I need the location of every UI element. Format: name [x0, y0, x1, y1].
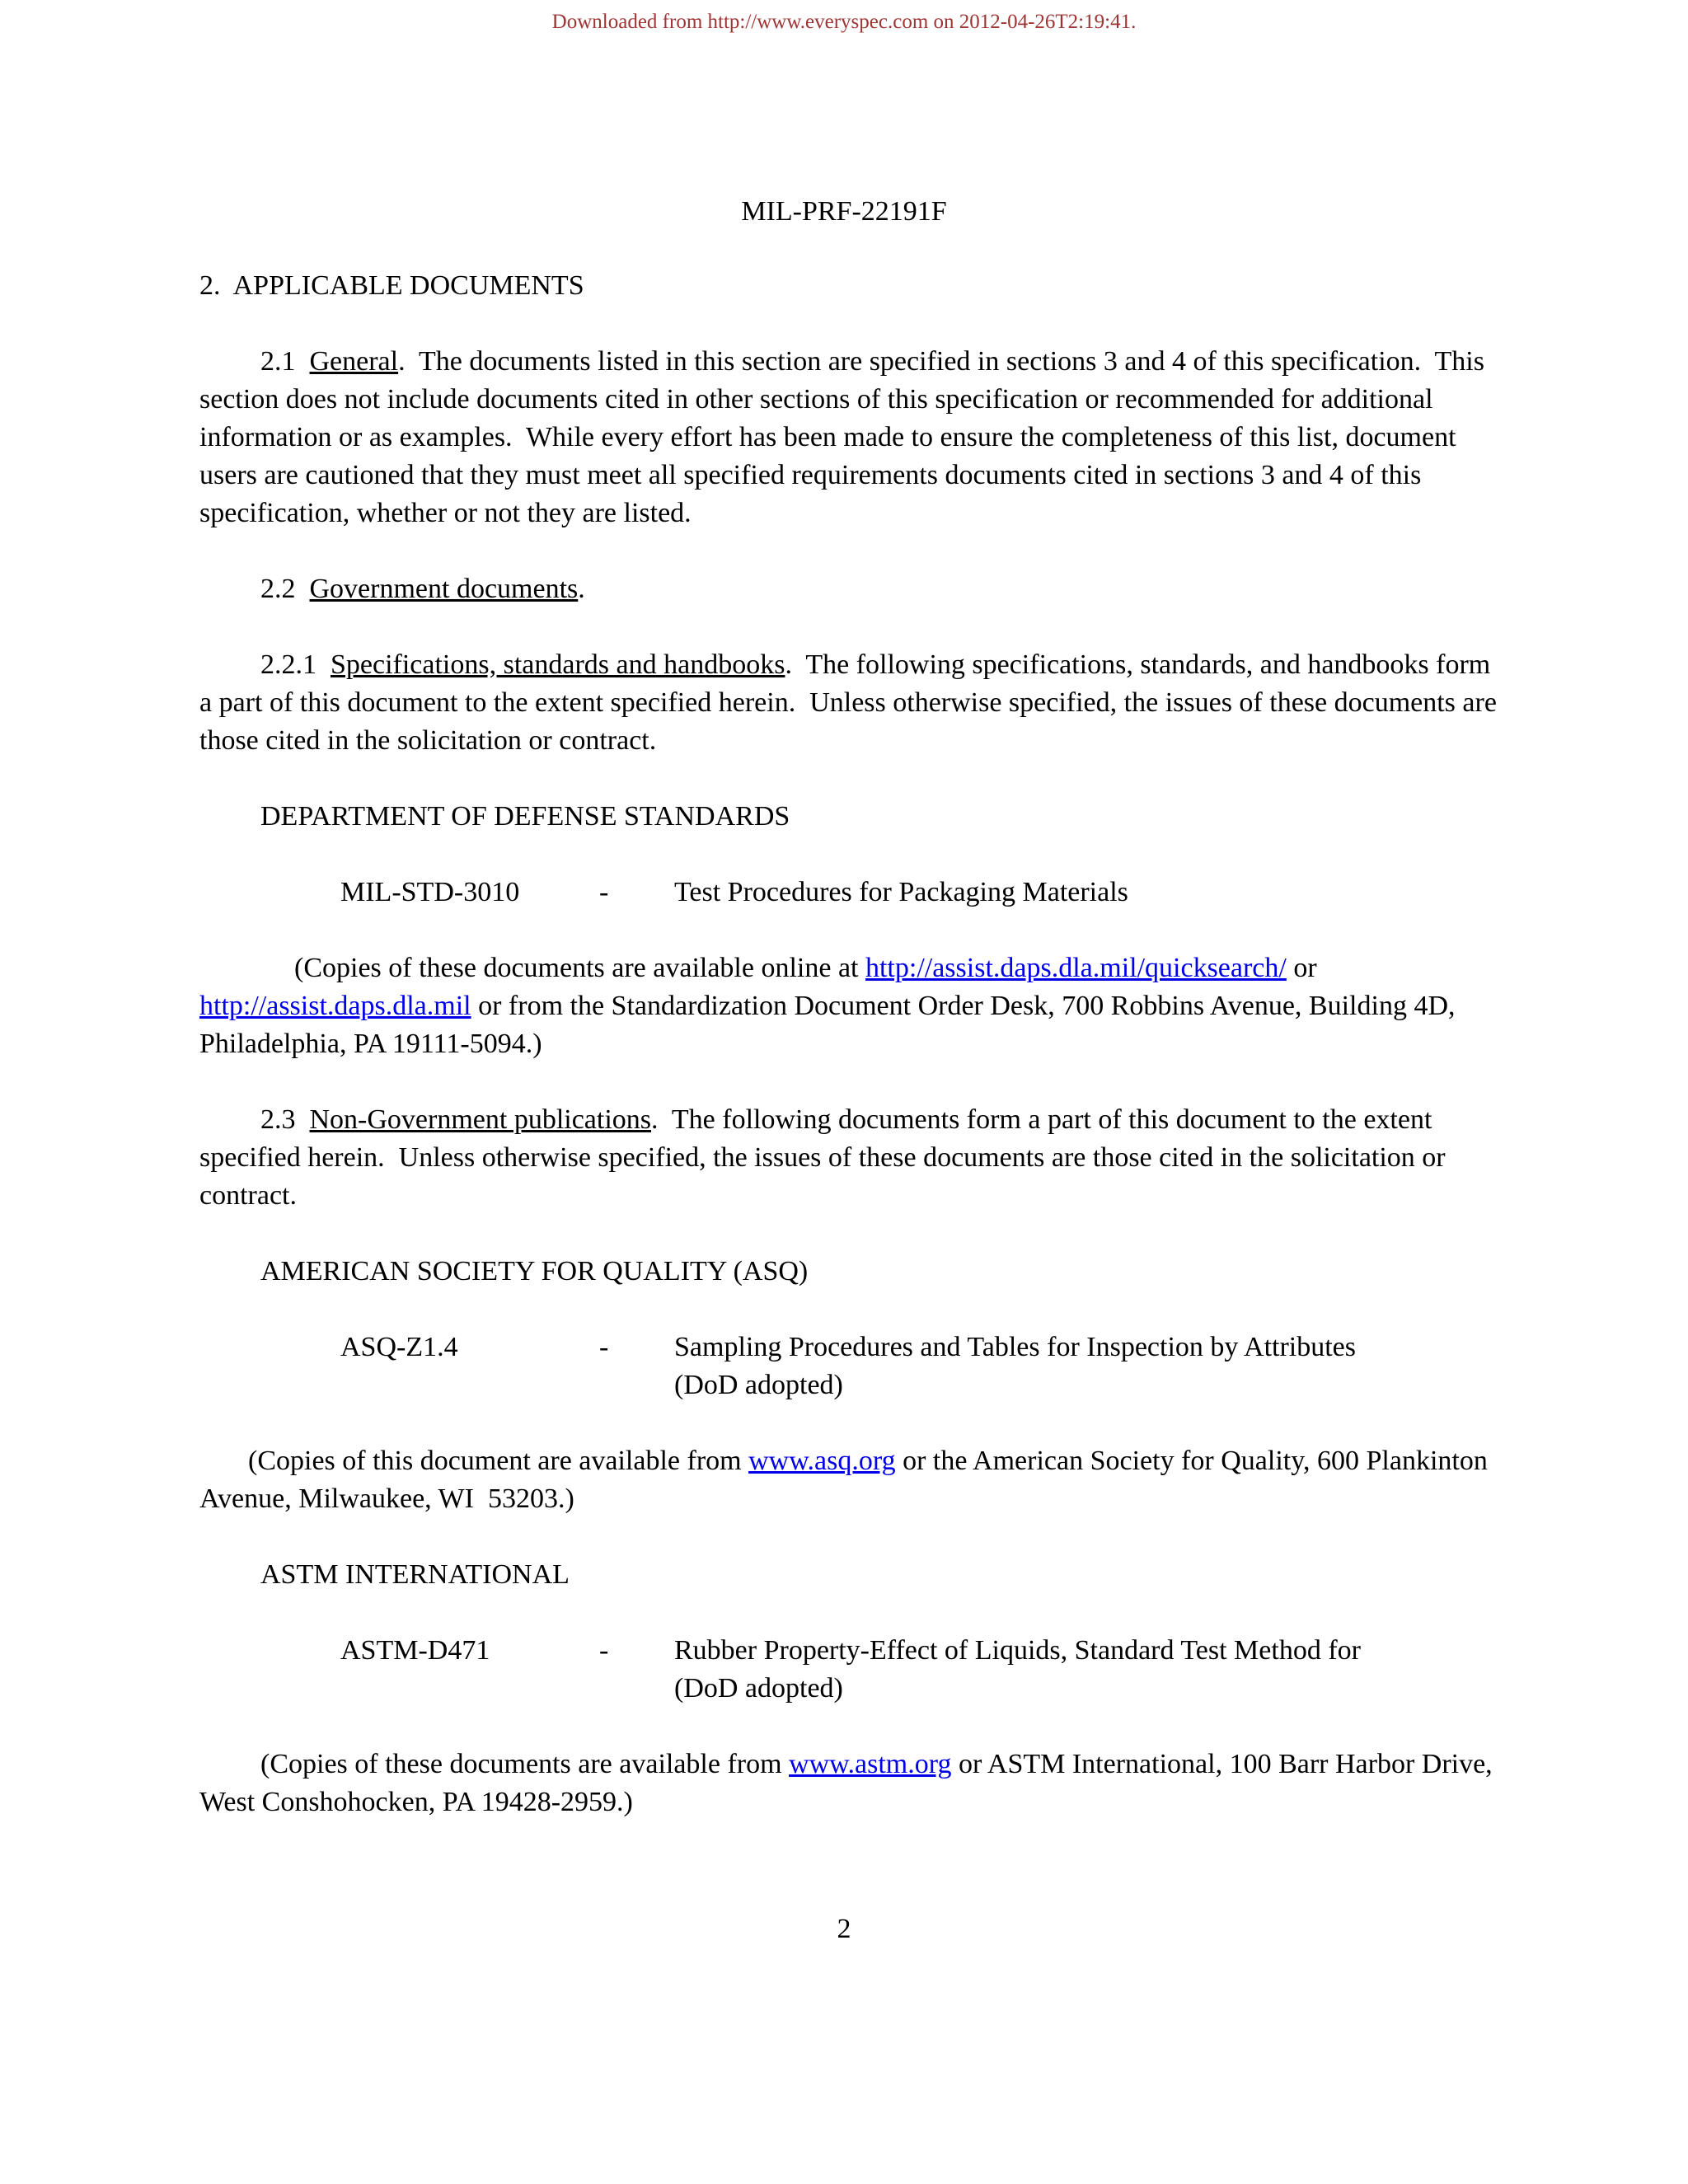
asq-heading: AMERICAN SOCIETY FOR QUALITY (ASQ) — [260, 1256, 809, 1286]
spec-dash: - — [599, 1332, 609, 1362]
para-2-2-lead: Government documents — [309, 574, 579, 604]
link-asq-org[interactable]: www.asq.org — [748, 1446, 896, 1476]
para-2-1-number: 2.1 — [260, 346, 310, 377]
astm-heading: ASTM INTERNATIONAL — [260, 1559, 570, 1590]
asq-copies-note — [199, 1442, 1505, 1518]
para-2-3-number: 2.3 — [260, 1104, 310, 1135]
para-2-1-lead: General — [309, 346, 399, 377]
link-assist-daps[interactable]: http://assist.daps.dla.mil — [199, 991, 471, 1021]
spec-dash: - — [599, 1635, 609, 1666]
link-assist-quicksearch[interactable]: http://assist.daps.dla.mil/quicksearch/ — [865, 953, 1287, 983]
para-2-1-body: . The documents listed in this section are specified in sections 3 and 4 of this specification. This section does not include documents cited in other sections of this specification or recommended for additional information or as examples. While every effort has been made to ensure the completeness of this list, document users are cautioned that they must meet all specified requirements documents cited in sections 3 and 4 of this specification, whether or not they are listed. — [199, 346, 1492, 528]
section-heading-applicable-documents: 2. APPLICABLE DOCUMENTS — [199, 270, 584, 301]
astm-copies-text-2: or ASTM International, 100 Barr Harbor Drive, West Conshohocken, PA 19428-2959.) — [199, 1749, 1499, 1817]
astm-copies-text-1: (Copies of these documents are available from — [260, 1749, 790, 1779]
spec-entry-asq-z1-4 — [340, 1329, 1505, 1404]
para-2-2-1-lead: Specifications, standards and handbooks — [331, 649, 785, 680]
link-astm-org[interactable]: www.astm.org — [789, 1749, 952, 1779]
spec-dash: - — [599, 877, 609, 907]
dod-copies-note — [199, 949, 1505, 1063]
para-2-2 — [199, 570, 1505, 608]
para-2-1 — [199, 343, 1505, 532]
dod-copies-text-1: (Copies of these documents are available online at — [294, 953, 865, 983]
page-number: 2 — [837, 1914, 851, 1944]
para-2-2-1-body: . The following specifications, standards, and handbooks form a part of this document to the extent specified herein. Unless otherwise specified, the issues of these documents are those cited in the solicitation or contract. — [199, 649, 1504, 756]
spec-code: ASQ-Z1.4 — [340, 1332, 458, 1362]
para-2-2-1-number: 2.2.1 — [260, 649, 331, 680]
dod-copies-text-3: or from the Standardization Document Order Desk, 700 Robbins Avenue, Building 4D, Philadelphia, PA 19111-5094.) — [199, 991, 1462, 1059]
spec-desc: Sampling Procedures and Tables for Inspection by Attributes (DoD adopted) — [674, 1332, 1357, 1400]
dod-standards-heading: DEPARTMENT OF DEFENSE STANDARDS — [260, 801, 790, 832]
para-2-2-1 — [199, 646, 1505, 760]
para-2-2-number: 2.2 — [260, 574, 310, 604]
astm-copies-note — [199, 1746, 1505, 1821]
para-2-2-body: . — [578, 574, 585, 604]
asq-copies-text-1: (Copies of this document are available from — [248, 1446, 749, 1476]
para-2-3-lead: Non-Government publications — [309, 1104, 652, 1135]
everyspec-watermark: Downloaded from http://www.everyspec.com on 2012-04-26T2:19:41. — [551, 11, 1137, 33]
spec-entry-astm-d471 — [340, 1632, 1505, 1708]
dod-copies-text-2: or — [1286, 953, 1325, 983]
spec-desc: Rubber Property-Effect of Liquids, Standard Test Method for (DoD adopted) — [674, 1635, 1361, 1704]
para-2-3-body: . The following documents form a part of this document to the extent specified herein. Unless otherwise specified, the issues of these documents are those cited in the solicitation or contract. — [199, 1104, 1453, 1211]
asq-copies-text-2: or the American Society for Quality, 600 Plankinton Avenue, Milwaukee, WI 53203.) — [199, 1446, 1493, 1514]
para-2-3 — [199, 1101, 1505, 1215]
spec-entry-mil-std-3010 — [340, 874, 1505, 912]
spec-code: ASTM-D471 — [340, 1635, 490, 1666]
document-content — [0, 267, 1688, 1821]
doc-id-header: MIL-PRF-22191F — [741, 196, 947, 227]
spec-code: MIL-STD-3010 — [340, 877, 520, 907]
spec-desc: Test Procedures for Packaging Materials — [674, 877, 1128, 907]
